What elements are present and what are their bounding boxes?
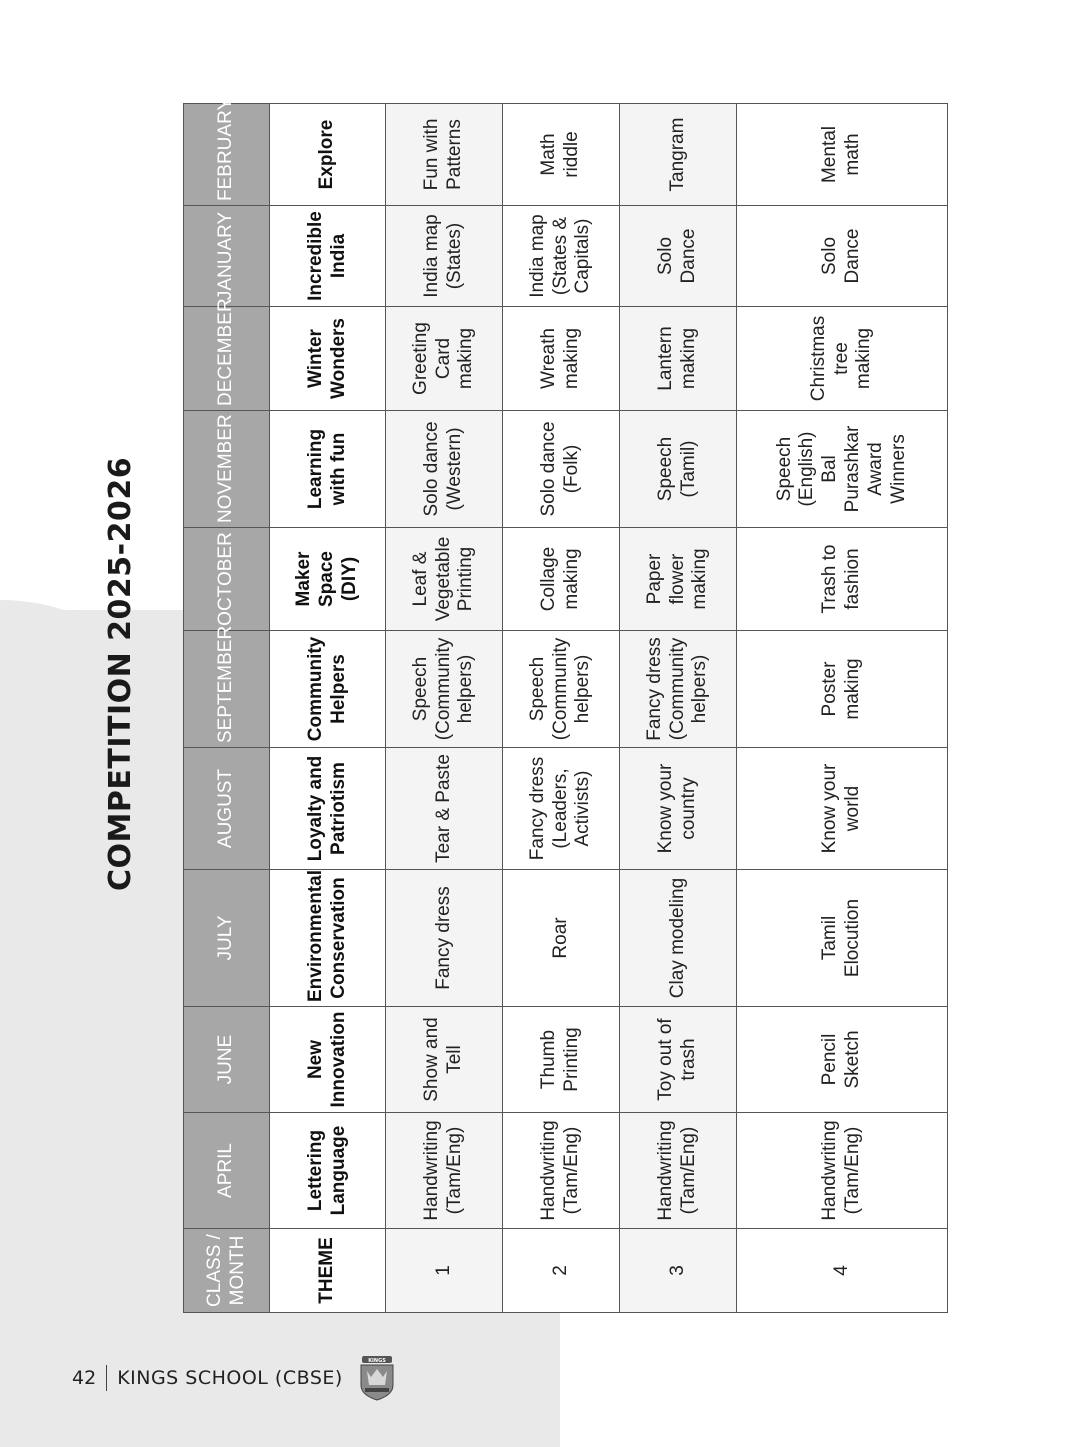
header-april: APRIL: [184, 1113, 270, 1229]
table-cell: Speech (Community helpers): [386, 631, 503, 748]
title-container: [103, 456, 138, 891]
table-cell: Solo dance (Western): [386, 411, 503, 528]
page-footer: [72, 1358, 397, 1398]
theme-cell: Explore: [270, 104, 386, 206]
class-number: 2: [503, 1229, 620, 1313]
table-cell: Show and Tell: [386, 1007, 503, 1113]
table-cell: Fancy dress (Community helpers): [620, 631, 737, 748]
table-cell: India map (States): [386, 206, 503, 307]
header-july: JULY: [184, 870, 270, 1007]
table-cell: Roar: [503, 870, 620, 1007]
competition-table-rotator: [183, 97, 947, 1313]
theme-cell: Environmental Conservation: [270, 870, 386, 1007]
theme-cell: Community Helpers: [270, 631, 386, 748]
class-number: 3: [620, 1229, 737, 1313]
theme-cell: Maker Space (DIY): [270, 528, 386, 631]
table-cell: Lantern making: [620, 307, 737, 411]
table-cell: Handwriting (Tam/Eng): [737, 1113, 948, 1229]
header-october: OCTOBER: [184, 528, 270, 631]
table-cell: Paper flower making: [620, 528, 737, 631]
footer-divider: [106, 1365, 107, 1391]
table-cell: Trash to fashion: [737, 528, 948, 631]
table-cell: Thumb Printing: [503, 1007, 620, 1113]
school-logo-icon: [357, 1355, 397, 1401]
table-cell: Tear & Paste: [386, 748, 503, 870]
table-cell: Solo Dance: [737, 206, 948, 307]
table-cell: Fun with Patterns: [386, 104, 503, 206]
table-cell: Speech (English) Bal Purashkar Award Winners: [737, 411, 948, 528]
theme-cell: Incredible India: [270, 206, 386, 307]
table-cell: Tangram: [620, 104, 737, 206]
header-january: JANUARY: [184, 206, 270, 307]
school-name: KINGS SCHOOL (CBSE): [117, 1367, 343, 1389]
theme-cell: Learning with fun: [270, 411, 386, 528]
table-cell: Know your world: [737, 748, 948, 870]
table-cell: Collage making: [503, 528, 620, 631]
theme-cell: Winter Wonders: [270, 307, 386, 411]
class-number: 1: [386, 1229, 503, 1313]
header-november: NOVEMBER: [184, 411, 270, 528]
header-june: JUNE: [184, 1007, 270, 1113]
table-cell: Poster making: [737, 631, 948, 748]
page-number: 42: [72, 1367, 97, 1389]
table-cell: Know your country: [620, 748, 737, 870]
table-cell: Pencil Sketch: [737, 1007, 948, 1113]
table-cell: Fancy dress (Leaders, Activists): [503, 748, 620, 870]
theme-row: [270, 104, 386, 1313]
table-cell: Solo dance (Folk): [503, 411, 620, 528]
table-cell: Leaf & Vegetable Printing: [386, 528, 503, 631]
header-row: [184, 104, 270, 1313]
table-cell: Toy out of trash: [620, 1007, 737, 1113]
table-cell: Greeting Card making: [386, 307, 503, 411]
header-august: AUGUST: [184, 748, 270, 870]
class-row-1: [386, 104, 503, 1313]
table-cell: Wreath making: [503, 307, 620, 411]
theme-cell: New Innovation: [270, 1007, 386, 1113]
table-cell: Handwriting (Tam/Eng): [386, 1113, 503, 1229]
table-cell: Speech (Community helpers): [503, 631, 620, 748]
table-cell: Handwriting (Tam/Eng): [503, 1113, 620, 1229]
header-december: DECEMBER: [184, 307, 270, 411]
class-row-3: [620, 104, 737, 1313]
table-cell: Fancy dress: [386, 870, 503, 1007]
header-class-month: CLASS / MONTH: [184, 1229, 270, 1313]
header-february: FEBRUARY: [184, 104, 270, 206]
theme-cell: Lettering Language: [270, 1113, 386, 1229]
table-cell: Math riddle: [503, 104, 620, 206]
table-cell: Christmas tree making: [737, 307, 948, 411]
table-cell: Tamil Elocution: [737, 870, 948, 1007]
table-cell: India map (States & Capitals): [503, 206, 620, 307]
theme-cell: Loyalty and Patriotism: [270, 748, 386, 870]
table-cell: Mental math: [737, 104, 948, 206]
theme-label: THEME: [270, 1229, 386, 1313]
class-number: 4: [737, 1229, 948, 1313]
logo-text: KINGS: [367, 1358, 386, 1364]
competition-table-container: [183, 97, 947, 1313]
table-cell: Clay modeling: [620, 870, 737, 1007]
header-september: SEPTEMBER: [184, 631, 270, 748]
competition-table: [183, 97, 948, 1313]
table-cell: Handwriting (Tam/Eng): [620, 1113, 737, 1229]
table-cell: Solo Dance: [620, 206, 737, 307]
class-row-2: [503, 104, 620, 1313]
class-row-4: [737, 104, 948, 1313]
table-cell: Speech (Tamil): [620, 411, 737, 528]
page-title: COMPETITION 2025-2026: [103, 456, 138, 891]
